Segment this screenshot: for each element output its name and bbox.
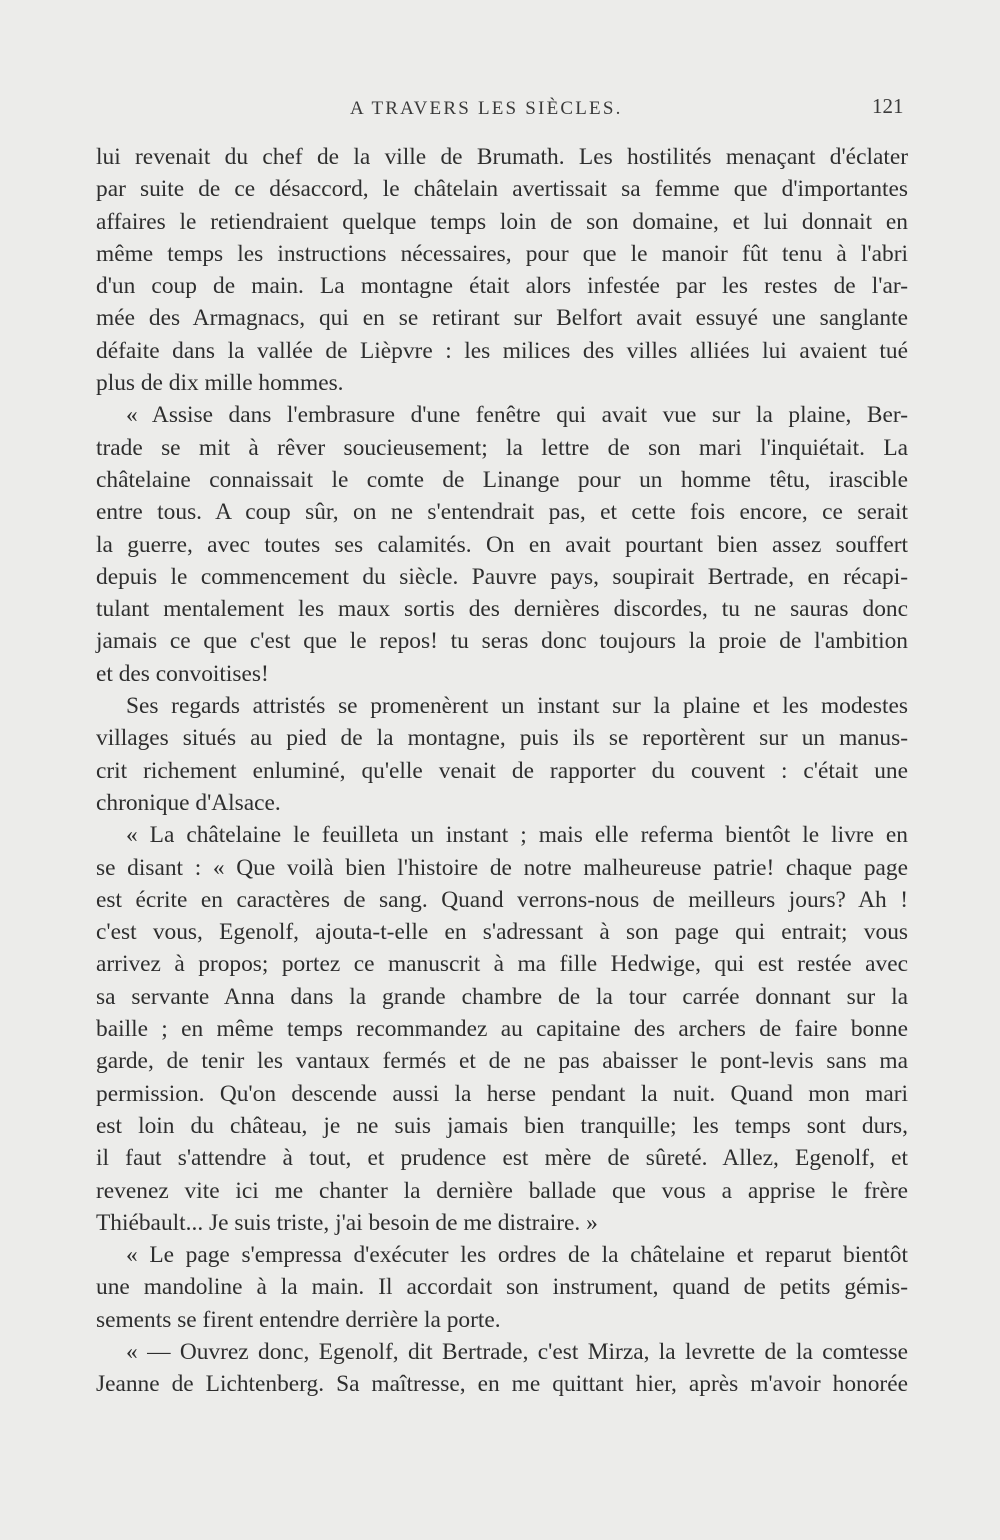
text-line: jamais ce que c'est que le repos! tu seras donc toujours la proie de l'ambition: [96, 628, 908, 655]
text-line: villages situés au pied de la montagne, puis ils se reportèrent sur un manus-: [96, 725, 908, 752]
text-line: lui revenait du chef de la ville de Brumath. Les hostilités menaçant d'éclater: [96, 144, 908, 170]
text-line: depuis le commencement du siècle. Pauvre pays, soupirait Bertrade, en récapi-: [96, 563, 908, 590]
text-line: « La châtelaine le feuilleta un instant ; mais elle referma bientôt le livre en: [126, 822, 908, 849]
text-line: Jeanne de Lichtenberg. Sa maîtresse, en me quittant hier, après m'avoir honorée: [96, 1371, 908, 1398]
text-line: trade se mit à rêver soucieusement; la lettre de son mari l'inquiétait. La: [96, 434, 908, 461]
text-line: sements se firent entendre derrière la porte.: [96, 1306, 501, 1333]
text-line: arrivez à propos; portez ce manuscrit à ma fille Hedwige, qui est restée avec: [96, 951, 908, 978]
text-line: mée des Armagnacs, qui en se retirant sur Belfort avait essuyé une sanglante: [96, 305, 908, 332]
text-line: sa servante Anna dans la grande chambre de la tour carrée donnant sur la: [96, 983, 908, 1010]
running-title: A TRAVERS LES SIÈCLES.: [350, 98, 623, 119]
text-line: est loin du château, je ne suis jamais bien tranquille; les temps sont durs,: [96, 1112, 908, 1139]
text-line: châtelaine connaissait le comte de Linange pour un homme têtu, irascible: [96, 466, 908, 493]
text-line: Thiébault... Je suis triste, j'ai besoin de me distraire. »: [96, 1209, 598, 1236]
text-line: affaires le retiendraient quelque temps loin de son domaine, et lui donnait en: [96, 208, 908, 235]
text-line: la guerre, avec toutes ses calamités. On en avait pourtant bien assez souffert: [96, 531, 908, 558]
text-line: une mandoline à la main. Il accordait son instrument, quand de petits gémis-: [96, 1274, 908, 1301]
text-line: tulant mentalement les maux sortis des dernières discordes, tu ne sauras donc: [96, 596, 908, 623]
text-line: permission. Qu'on descende aussi la herse pendant la nuit. Quand mon mari: [96, 1080, 908, 1107]
text-line: par suite de ce désaccord, le châtelain avertissait sa femme que d'importantes: [96, 176, 908, 203]
text-line: d'un coup de main. La montagne était alors infestée par les restes de l'ar-: [96, 273, 908, 300]
text-line: entre tous. A coup sûr, on ne s'entendrait pas, et cette fois encore, ce serait: [96, 499, 908, 526]
body-text: [96, 141, 908, 1401]
text-line: revenez vite ici me chanter la dernière ballade que vous a apprise le frère: [96, 1177, 908, 1204]
text-line: se disant : « Que voilà bien l'histoire de notre malheureuse patrie! chaque page: [96, 854, 908, 881]
text-line: il faut s'attendre à tout, et prudence est mère de sûreté. Allez, Egenolf, et: [96, 1145, 908, 1172]
text-line: chronique d'Alsace.: [96, 789, 281, 816]
text-line: et des convoitises!: [96, 660, 269, 687]
text-line: c'est vous, Egenolf, ajouta-t-elle en s'adressant à son page qui entrait; vous: [96, 919, 908, 946]
text-line: baille ; en même temps recommandez au capitaine des archers de faire bonne: [96, 1016, 908, 1043]
text-line: même temps les instructions nécessaires, pour que le manoir fût tenu à l'abri: [96, 240, 908, 267]
text-line: plus de dix mille hommes.: [96, 370, 344, 397]
text-line: Ses regards attristés se promenèrent un instant sur la plaine et les modestes: [126, 693, 908, 720]
text-line: crit richement enluminé, qu'elle venait de rapporter du couvent : c'était une: [96, 757, 908, 784]
text-line: est écrite en caractères de sang. Quand verrons-nous de meilleurs jours? Ah !: [96, 886, 908, 913]
text-line: « — Ouvrez donc, Egenolf, dit Bertrade, c'est Mirza, la levrette de la comtesse: [126, 1338, 908, 1365]
text-line: « Assise dans l'embrasure d'une fenêtre qui avait vue sur la plaine, Ber-: [126, 402, 908, 429]
text-line: défaite dans la vallée de Lièpvre : les milices des villes alliées lui avaient tué: [96, 337, 908, 364]
text-line: « Le page s'empressa d'exécuter les ordres de la châtelaine et reparut bientôt: [126, 1242, 908, 1269]
page-number: 121: [872, 94, 904, 118]
text-line: garde, de tenir les vantaux fermés et de ne pas abaisser le pont-levis sans ma: [96, 1048, 908, 1075]
